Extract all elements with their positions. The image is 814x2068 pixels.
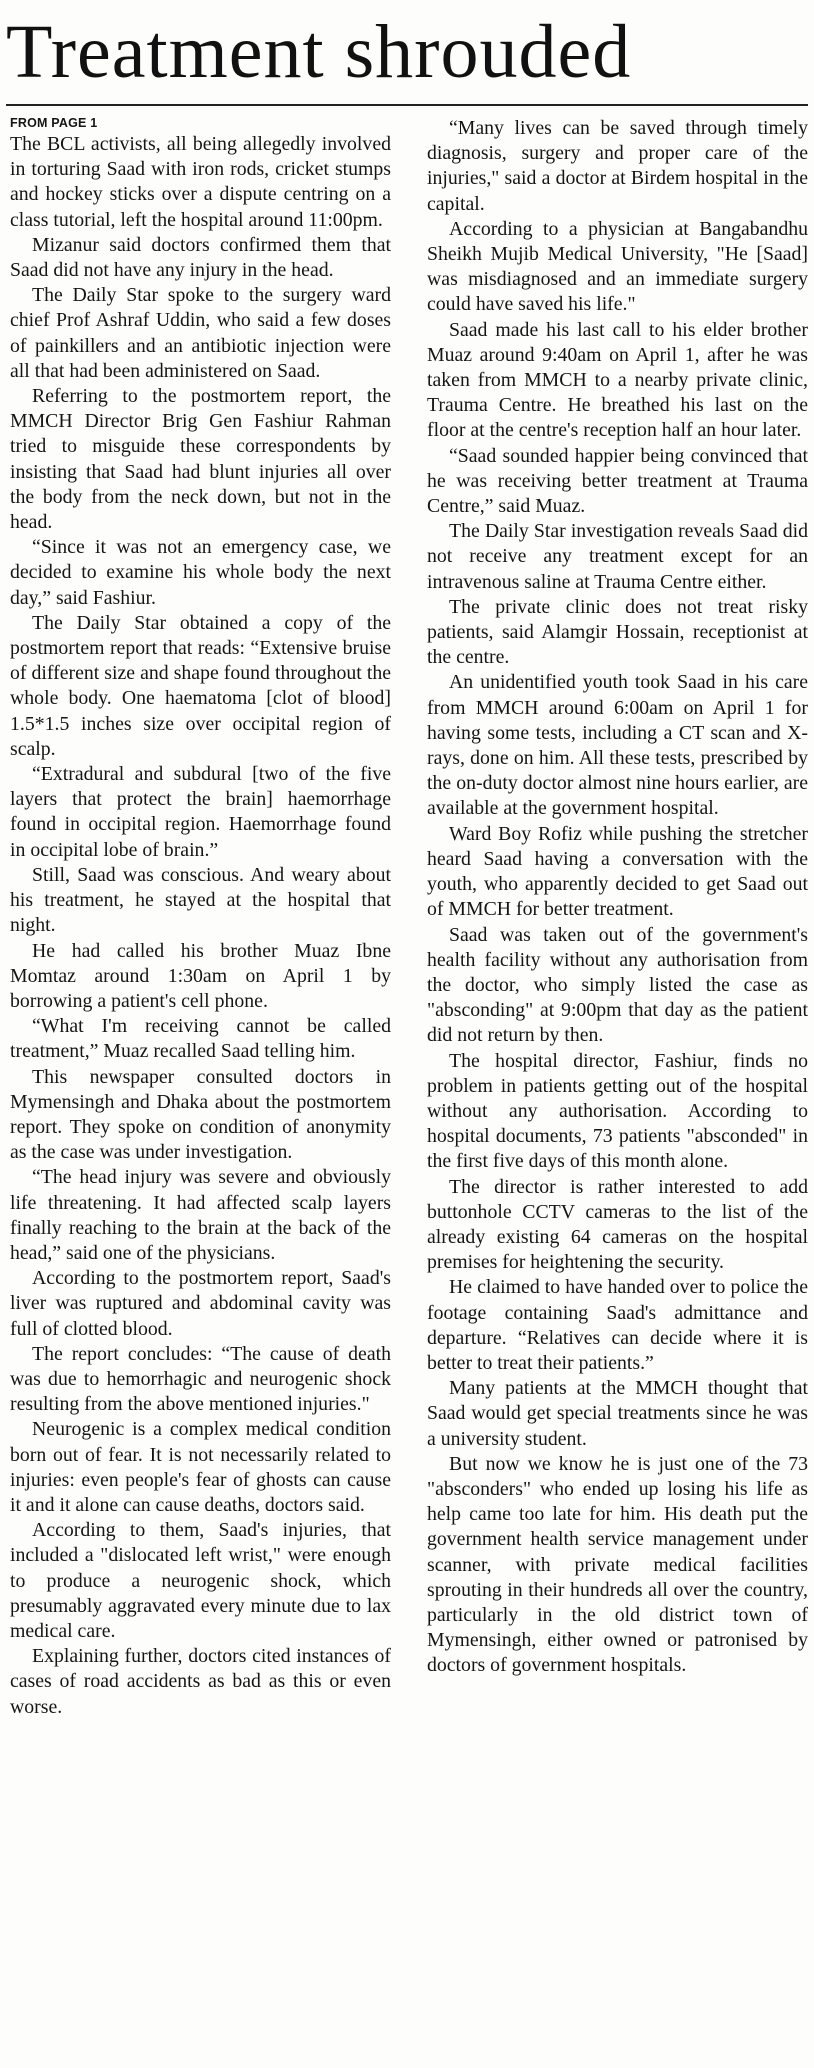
paragraph: Still, Saad was conscious. And weary about his treatment, he stayed at the hospital that night. xyxy=(10,863,391,937)
paragraph: This newspaper consulted doctors in Mymensingh and Dhaka about the postmortem report. They spoke on condition of anonymity as the case was under investigation. xyxy=(10,1065,391,1164)
left-column xyxy=(6,116,397,1720)
paragraph: “Since it was not an emergency case, we decided to examine his whole body the next day,” said Fashiur. xyxy=(10,536,391,609)
paragraph: “The head injury was severe and obviously life threatening. It had affected scalp layers finally reaching to the brain at the back of the head,” said one of the physicians. xyxy=(10,1166,391,1264)
paragraph: Saad was taken out of the government's health facility without any authorisation from the doctor, who simply listed the case as "absconding" at 9:00pm that day as the patient did not return by then. xyxy=(427,923,808,1047)
paragraph: “What I'm receiving cannot be called treatment,” Muaz recalled Saad telling him. xyxy=(10,1015,391,1063)
right-column xyxy=(417,116,808,1720)
paragraph: The Daily Star spoke to the surgery ward chief Prof Ashraf Uddin, who said a few doses of painkillers and an antibiotic injection were all that had been administered on Saad. xyxy=(10,284,391,382)
paragraph: According to a physician at Bangabandhu Sheikh Mujib Medical University, "He [Saad] was misdiagnosed and an immediate surgery could have saved his life." xyxy=(427,217,808,316)
paragraph: Neurogenic is a complex medical condition born out of fear. It is not necessarily related to injuries: even people's fear of ghosts can cause it and it alone can cause deaths, doctors said. xyxy=(10,1418,391,1516)
paragraph: The report concludes: “The cause of death was due to hemorrhagic and neurogenic shock resulting from the above mentioned injuries." xyxy=(10,1342,391,1416)
jump-label: FROM PAGE 1 xyxy=(10,116,98,130)
paragraph: According to them, Saad's injuries, that included a "dislocated left wrist," were enough to produce a neurogenic shock, which presumably aggravated every minute due to lax medical care. xyxy=(10,1519,391,1642)
paragraph: An unidentified youth took Saad in his care from MMCH around 6:00am on April 1 for having some tests, including a CT scan and X-rays, done on him. All these tests, prescribed by the on-duty doctor almost nine hours earlier, are available at the government hospital. xyxy=(427,671,808,820)
paragraph: Many patients at the MMCH thought that Saad would get special treatments since he was a university student. xyxy=(427,1377,808,1450)
paragraph: Ward Boy Rofiz while pushing the stretcher heard Saad having a conversation with the youth, who apparently decided to get Saad out of MMCH for better treatment. xyxy=(427,822,808,921)
paragraph: The director is rather interested to add buttonhole CCTV cameras to the list of the already existing 64 cameras on the hospital premises for heightening the security. xyxy=(427,1175,808,1274)
paragraph: But now we know he is just one of the 73 "absconders" who ended up losing his life as help came too late for him. His death put the government health service management under scanner, with private medical facilities sprouting in their hundreds all over the country, particularly in the old district town of Mymensingh, either owned or patronised by doctors of government hospitals. xyxy=(427,1452,808,1677)
paragraph: Saad made his last call to his elder brother Muaz around 9:40am on April 1, after he was taken from MMCH to a nearby private clinic, Trauma Centre. He breathed his last on the floor at the centre's reception half an hour later. xyxy=(427,318,808,442)
headline: Treatment shrouded xyxy=(6,10,632,94)
paragraph: According to the postmortem report, Saad's liver was ruptured and abdominal cavity was full of clotted blood. xyxy=(10,1267,391,1340)
paragraph: The Daily Star investigation reveals Saad did not receive any treatment except for an intravenous saline at Trauma Centre either. xyxy=(427,520,808,593)
paragraph: The BCL activists, all being allegedly involved in torturing Saad with iron rods, cricket stumps and hockey sticks over a dispute centring on a class tutorial, left the hospital around 11:00pm. xyxy=(10,133,391,231)
paragraph: He had called his brother Muaz Ibne Momtaz around 1:30am on April 1 by borrowing a patient's cell phone. xyxy=(10,939,391,1012)
paragraph: Mizanur said doctors confirmed them that Saad did not have any injury in the head. xyxy=(10,233,391,282)
paragraph: “Extradural and subdural [two of the five layers that protect the brain] haemorrhage found in occipital region. Haemorrhage found in occipital lobe of brain.” xyxy=(10,763,391,861)
paragraph: The private clinic does not treat risky patients, said Alamgir Hossain, receptionist at the centre. xyxy=(427,595,808,669)
headline-divider xyxy=(6,104,808,106)
paragraph: “Many lives can be saved through timely diagnosis, surgery and proper care of the injuries," said a doctor at Birdem hospital in the capital. xyxy=(427,117,808,215)
paragraph: He claimed to have handed over to police the footage containing Saad's admittance and departure. “Relatives can decide where it is better to treat their patients.” xyxy=(427,1276,808,1374)
paragraph: Referring to the postmortem report, the MMCH Director Brig Gen Fashiur Rahman tried to misguide these correspondents by insisting that Saad had blunt injuries all over the body from the neck down, but not in the head. xyxy=(10,385,391,534)
paragraph: The Daily Star obtained a copy of the postmortem report that reads: “Extensive bruise of different size and shape found throughout the whole body. One haematoma [clot of blood] 1.5*1.5 inches size over occipital region of scalp. xyxy=(10,611,391,760)
paragraph: The hospital director, Fashiur, finds no problem in patients getting out of the hospital without any authorisation. According to hospital documents, 73 patients "absconded" in the first five days of this month alone. xyxy=(427,1049,808,1173)
paragraph: “Saad sounded happier being convinced that he was receiving better treatment at Trauma Centre,” said Muaz. xyxy=(427,444,808,518)
article-body xyxy=(6,116,808,1720)
paragraph: Explaining further, doctors cited instances of cases of road accidents as bad as this or even worse. xyxy=(10,1645,391,1718)
